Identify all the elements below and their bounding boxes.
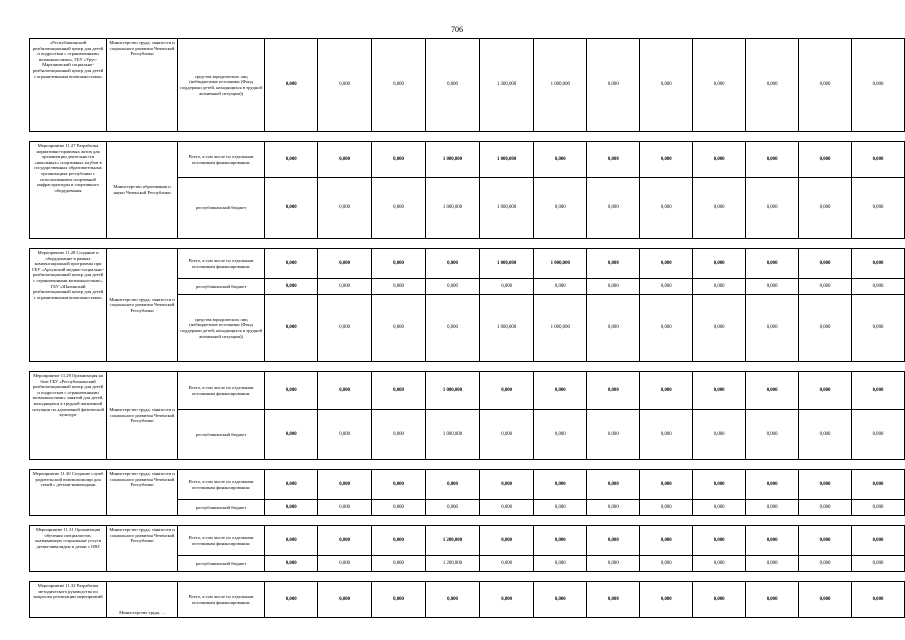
amount-cell: 0,000 bbox=[265, 295, 318, 362]
amount-cell: 0,000 bbox=[640, 556, 693, 572]
amount-cell: 0,000 bbox=[799, 279, 852, 295]
amount-cell: 0,000 bbox=[318, 500, 372, 516]
amount-cell: 0,000 bbox=[480, 556, 534, 572]
amount-cell: 0,000 bbox=[587, 410, 640, 460]
amount-cell: 0,000 bbox=[480, 582, 534, 618]
amount-cell: 0,000 bbox=[480, 279, 534, 295]
amount-cell: 0,000 bbox=[799, 410, 852, 460]
amount-cell: 0,000 bbox=[587, 582, 640, 618]
amount-cell: 0,000 bbox=[640, 295, 693, 362]
amount-cell: 0,000 bbox=[534, 410, 587, 460]
amount-cell: 0,000 bbox=[587, 526, 640, 556]
amount-cell: 0,000 bbox=[746, 178, 799, 239]
amount-cell: 0,000 bbox=[851, 39, 904, 132]
amount-cell: 0,000 bbox=[693, 410, 746, 460]
amount-cell: 0,000 bbox=[587, 39, 640, 132]
amount-cell: 0,000 bbox=[640, 410, 693, 460]
amount-cell: 0,000 bbox=[318, 249, 372, 279]
amount-cell: 0,000 bbox=[746, 410, 799, 460]
measure-cell: Мероприятие 11.30 Создание служб родительской взаимопомощи для семей с детьми-инвалидами bbox=[30, 470, 107, 516]
funding-source-cell: республиканский бюджет bbox=[177, 410, 264, 460]
amount-cell: 1 000,000 bbox=[480, 295, 534, 362]
funding-source-cell: республиканский бюджет bbox=[177, 178, 264, 239]
amount-cell: 0,000 bbox=[746, 526, 799, 556]
amount-cell: 0,000 bbox=[534, 526, 587, 556]
amount-cell: 0,000 bbox=[746, 372, 799, 410]
amount-cell: 0,000 bbox=[587, 249, 640, 279]
amount-cell: 1 200,000 bbox=[425, 556, 479, 572]
amount-cell: 0,000 bbox=[425, 500, 479, 516]
amount-cell: 0,000 bbox=[372, 526, 426, 556]
page-number: 706 bbox=[451, 25, 463, 34]
amount-cell: 0,000 bbox=[640, 249, 693, 279]
funding-source-cell: Всего, в том числе по отдельным источникам финансирования: bbox=[177, 582, 264, 618]
measure-cell: Мероприятие 11.28 Создание и оборудование в рамках компенсационной программы при ГБУ «Аргунский медико-социально-реабилитационный центр для детей с ограниченными возможностями», ГБУ «Шалинский реабилитационный центр для детей с ограниченными возможностями» bbox=[30, 249, 107, 362]
amount-cell: 0,000 bbox=[851, 470, 904, 500]
amount-cell: 0,000 bbox=[318, 556, 372, 572]
funding-source-cell: Всего, в том числе по отдельным источникам финансирования: bbox=[177, 142, 264, 178]
amount-cell: 0,000 bbox=[372, 410, 426, 460]
amount-cell: 0,000 bbox=[534, 372, 587, 410]
funding-source-cell: республиканский бюджет bbox=[177, 500, 264, 516]
amount-cell: 0,000 bbox=[318, 470, 372, 500]
amount-cell: 0,000 bbox=[480, 526, 534, 556]
table-row-spacer bbox=[30, 460, 905, 470]
amount-cell: 0,000 bbox=[587, 470, 640, 500]
table-row-spacer bbox=[30, 516, 905, 526]
amount-cell: 0,000 bbox=[799, 372, 852, 410]
amount-cell: 0,000 bbox=[693, 556, 746, 572]
amount-cell: 0,000 bbox=[799, 142, 852, 178]
amount-cell: 0,000 bbox=[318, 279, 372, 295]
amount-cell: 0,000 bbox=[640, 372, 693, 410]
funding-source-cell: средства юридических лиц (небюджетные источники (Фонд поддержки детей, находящихся в трудной жизненной ситуации)) bbox=[177, 39, 264, 132]
amount-cell: 0,000 bbox=[640, 500, 693, 516]
amount-cell: 0,000 bbox=[372, 556, 426, 572]
amount-cell: 0,000 bbox=[265, 410, 318, 460]
amount-cell: 0,000 bbox=[640, 470, 693, 500]
amount-cell: 0,000 bbox=[693, 295, 746, 362]
amount-cell: 0,000 bbox=[534, 142, 587, 178]
amount-cell: 0,000 bbox=[425, 279, 479, 295]
amount-cell: 0,000 bbox=[746, 470, 799, 500]
amount-cell: 0,000 bbox=[640, 178, 693, 239]
amount-cell: 0,000 bbox=[534, 582, 587, 618]
amount-cell: 1 000,000 bbox=[480, 249, 534, 279]
measure-cell: Мероприятие 11.27 Разработка нормативно-правовых актов для организации деятельности «школьных» спортивных клубов в государственных образовательных организациях республики с использованием спортивной инфраструктуры и спортивного оборудования bbox=[30, 142, 107, 239]
amount-cell: 1 000,000 bbox=[480, 178, 534, 239]
amount-cell: 1 000,000 bbox=[425, 410, 479, 460]
amount-cell: 0,000 bbox=[746, 249, 799, 279]
table-row-spacer bbox=[30, 132, 905, 142]
amount-cell: 0,000 bbox=[265, 526, 318, 556]
amount-cell: 0,000 bbox=[372, 279, 426, 295]
amount-cell: 0,000 bbox=[587, 295, 640, 362]
amount-cell: 0,000 bbox=[425, 249, 479, 279]
amount-cell: 0,000 bbox=[851, 372, 904, 410]
amount-cell: 0,000 bbox=[851, 249, 904, 279]
amount-cell: 0,000 bbox=[746, 142, 799, 178]
amount-cell: 0,000 bbox=[746, 295, 799, 362]
amount-cell: 0,000 bbox=[746, 556, 799, 572]
amount-cell: 0,000 bbox=[693, 582, 746, 618]
amount-cell: 0,000 bbox=[318, 526, 372, 556]
amount-cell: 0,000 bbox=[799, 295, 852, 362]
amount-cell: 0,000 bbox=[534, 500, 587, 516]
amount-cell: 0,000 bbox=[534, 470, 587, 500]
funding-table bbox=[29, 38, 905, 618]
amount-cell: 0,000 bbox=[587, 500, 640, 516]
amount-cell: 0,000 bbox=[425, 39, 479, 132]
amount-cell: 0,000 bbox=[640, 142, 693, 178]
organization-cell: Министерство труда, занятости и социального развития Чеченской Республики bbox=[107, 39, 178, 132]
measure-cell: Мероприятие 11.31 Организация обучения специалистов, оказывающих социальные услуги детям-инвалидам и детям с ОВЗ bbox=[30, 526, 107, 572]
funding-source-cell: Всего, в том числе по отдельным источникам финансирования: bbox=[177, 470, 264, 500]
amount-cell: 1 200,000 bbox=[425, 526, 479, 556]
amount-cell: 0,000 bbox=[851, 410, 904, 460]
amount-cell: 0,000 bbox=[799, 178, 852, 239]
amount-cell: 0,000 bbox=[851, 178, 904, 239]
amount-cell: 0,000 bbox=[372, 142, 426, 178]
amount-cell: 0,000 bbox=[265, 142, 318, 178]
amount-cell: 0,000 bbox=[693, 178, 746, 239]
amount-cell: 0,000 bbox=[746, 279, 799, 295]
amount-cell: 0,000 bbox=[372, 249, 426, 279]
amount-cell: 0,000 bbox=[799, 500, 852, 516]
amount-cell: 0,000 bbox=[799, 526, 852, 556]
amount-cell: 0,000 bbox=[693, 142, 746, 178]
amount-cell: 1 000,000 bbox=[534, 295, 587, 362]
organization-cell: Министерство труда, занятости и социального развития Чеченской Республики bbox=[107, 470, 178, 516]
table-row bbox=[30, 526, 905, 556]
table-row bbox=[30, 249, 905, 279]
amount-cell: 0,000 bbox=[318, 39, 372, 132]
amount-cell: 0,000 bbox=[799, 556, 852, 572]
table-row bbox=[30, 372, 905, 410]
amount-cell: 1 000,000 bbox=[425, 178, 479, 239]
amount-cell: 0,000 bbox=[480, 470, 534, 500]
amount-cell: 0,000 bbox=[318, 295, 372, 362]
amount-cell: 0,000 bbox=[693, 39, 746, 132]
amount-cell: 0,000 bbox=[425, 582, 479, 618]
amount-cell: 0,000 bbox=[318, 178, 372, 239]
amount-cell: 0,000 bbox=[693, 470, 746, 500]
amount-cell: 1 300,000 bbox=[480, 39, 534, 132]
table-row-spacer bbox=[30, 362, 905, 372]
amount-cell: 0,000 bbox=[480, 410, 534, 460]
amount-cell: 0,000 bbox=[746, 582, 799, 618]
funding-source-cell: Всего, в том числе по отдельным источникам финансирования: bbox=[177, 526, 264, 556]
organization-cell: Министерство труда, ... bbox=[107, 582, 178, 618]
amount-cell: 0,000 bbox=[693, 526, 746, 556]
amount-cell: 0,000 bbox=[851, 526, 904, 556]
amount-cell: 0,000 bbox=[587, 178, 640, 239]
amount-cell: 1 000,000 bbox=[534, 39, 587, 132]
amount-cell: 0,000 bbox=[851, 556, 904, 572]
amount-cell: 0,000 bbox=[265, 249, 318, 279]
amount-cell: 0,000 bbox=[372, 295, 426, 362]
amount-cell: 0,000 bbox=[640, 39, 693, 132]
amount-cell: 0,000 bbox=[587, 556, 640, 572]
amount-cell: 0,000 bbox=[851, 142, 904, 178]
amount-cell: 0,000 bbox=[799, 39, 852, 132]
amount-cell: 0,000 bbox=[587, 372, 640, 410]
measure-cell: Мероприятие 11.29 Организация на базе ГБУ «Республиканский реабилитационный центр для детей и подростков с ограниченными возможностями» занятий для детей, находящихся в трудной жизненной ситуации по адаптивной физической культуре bbox=[30, 372, 107, 460]
amount-cell: 1 000,000 bbox=[534, 249, 587, 279]
amount-cell: 0,000 bbox=[799, 470, 852, 500]
amount-cell: 1 000,000 bbox=[425, 372, 479, 410]
amount-cell: 0,000 bbox=[265, 39, 318, 132]
table-row bbox=[30, 142, 905, 178]
amount-cell: 0,000 bbox=[372, 582, 426, 618]
measure-cell: «Республиканский реабилитационный центр для детей и подростков с ограниченными возможностями», ГБУ «Урус-Мартановский социально-реабилитационный центр для детей с ограниченными возможностями» bbox=[30, 39, 107, 132]
amount-cell: 0,000 bbox=[480, 500, 534, 516]
organization-cell: Министерство труда, занятости и социального развития Чеченской Республики bbox=[107, 526, 178, 572]
amount-cell: 0,000 bbox=[372, 39, 426, 132]
amount-cell: 0,000 bbox=[587, 142, 640, 178]
amount-cell: 0,000 bbox=[851, 582, 904, 618]
amount-cell: 0,000 bbox=[851, 500, 904, 516]
amount-cell: 0,000 bbox=[799, 582, 852, 618]
funding-source-cell: Всего, в том числе по отдельным источникам финансирования: bbox=[177, 249, 264, 279]
table-row bbox=[30, 39, 905, 132]
amount-cell: 1 000,000 bbox=[480, 142, 534, 178]
amount-cell: 0,000 bbox=[693, 372, 746, 410]
amount-cell: 0,000 bbox=[587, 279, 640, 295]
amount-cell: 0,000 bbox=[851, 279, 904, 295]
amount-cell: 0,000 bbox=[265, 372, 318, 410]
amount-cell: 0,000 bbox=[640, 582, 693, 618]
amount-cell: 0,000 bbox=[425, 295, 479, 362]
table-row bbox=[30, 470, 905, 500]
amount-cell: 0,000 bbox=[693, 279, 746, 295]
amount-cell: 0,000 bbox=[265, 556, 318, 572]
table-row-spacer bbox=[30, 239, 905, 249]
organization-cell: Министерство образования и науки Чеченской Республики bbox=[107, 142, 178, 239]
amount-cell: 0,000 bbox=[318, 410, 372, 460]
amount-cell: 0,000 bbox=[746, 39, 799, 132]
amount-cell: 0,000 bbox=[480, 372, 534, 410]
amount-cell: 1 000,000 bbox=[425, 142, 479, 178]
amount-cell: 0,000 bbox=[640, 526, 693, 556]
table-row bbox=[30, 582, 905, 618]
amount-cell: 0,000 bbox=[265, 279, 318, 295]
amount-cell: 0,000 bbox=[265, 470, 318, 500]
amount-cell: 0,000 bbox=[372, 470, 426, 500]
funding-source-cell: республиканский бюджет bbox=[177, 279, 264, 295]
table-row-spacer bbox=[30, 572, 905, 582]
amount-cell: 0,000 bbox=[265, 178, 318, 239]
amount-cell: 0,000 bbox=[851, 295, 904, 362]
funding-source-cell: средства юридических лиц (небюджетные источники (Фонд поддержки детей, находящихся в трудной жизненной ситуации)) bbox=[177, 295, 264, 362]
amount-cell: 0,000 bbox=[534, 556, 587, 572]
amount-cell: 0,000 bbox=[372, 372, 426, 410]
amount-cell: 0,000 bbox=[640, 279, 693, 295]
amount-cell: 0,000 bbox=[318, 142, 372, 178]
amount-cell: 0,000 bbox=[372, 500, 426, 516]
amount-cell: 0,000 bbox=[746, 500, 799, 516]
measure-cell: Мероприятие 11.32 Разработка методического руководства по вопросам реализации мероприятий bbox=[30, 582, 107, 618]
amount-cell: 0,000 bbox=[372, 178, 426, 239]
amount-cell: 0,000 bbox=[265, 582, 318, 618]
amount-cell: 0,000 bbox=[693, 249, 746, 279]
organization-cell: Министерство труда, занятости и социального развития Чеченской Республики bbox=[107, 249, 178, 362]
amount-cell: 0,000 bbox=[534, 178, 587, 239]
amount-cell: 0,000 bbox=[693, 500, 746, 516]
organization-cell: Министерство труда, занятости и социального развития Чеченской Республики bbox=[107, 372, 178, 460]
amount-cell: 0,000 bbox=[265, 500, 318, 516]
amount-cell: 0,000 bbox=[425, 470, 479, 500]
amount-cell: 0,000 bbox=[799, 249, 852, 279]
amount-cell: 0,000 bbox=[318, 372, 372, 410]
amount-cell: 0,000 bbox=[318, 582, 372, 618]
funding-source-cell: Всего, в том числе по отдельным источникам финансирования: bbox=[177, 372, 264, 410]
amount-cell: 0,000 bbox=[534, 279, 587, 295]
funding-source-cell: республиканский бюджет bbox=[177, 556, 264, 572]
